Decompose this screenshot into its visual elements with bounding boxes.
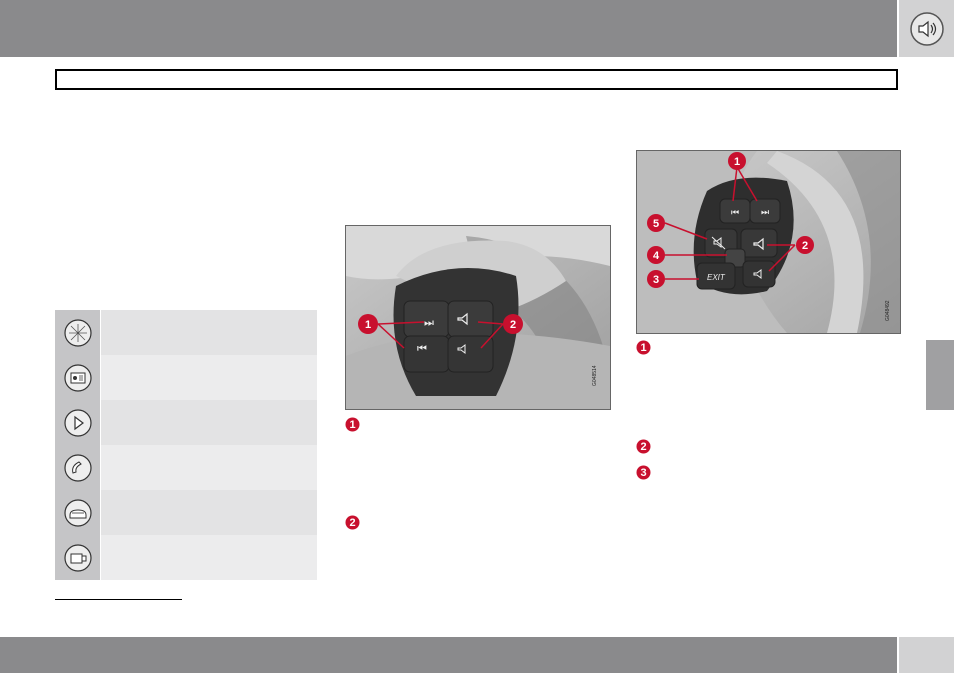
source-icon-table xyxy=(55,310,317,580)
callout-4: 4 xyxy=(652,250,660,262)
marker-2 xyxy=(345,515,360,530)
table-row xyxy=(55,535,317,580)
next-track-button: ⏭ xyxy=(424,316,434,329)
car-navigation-icon xyxy=(63,498,93,528)
footnote-rule xyxy=(55,599,182,600)
callout-3: 3 xyxy=(652,274,660,286)
callout-5: 5 xyxy=(652,218,660,230)
photo-code: G048514 xyxy=(592,365,598,386)
chapter-tab xyxy=(926,340,954,410)
speaker-sound-icon xyxy=(910,12,944,46)
radio-tuner-icon xyxy=(63,363,93,393)
steering-wheel-keypad-photo-right xyxy=(636,150,901,334)
svg-text:1: 1 xyxy=(640,342,647,354)
table-row xyxy=(55,400,317,445)
svg-text:2: 2 xyxy=(349,517,356,529)
photo-code: G048492 xyxy=(885,300,891,321)
svg-text:3: 3 xyxy=(640,467,647,479)
exit-button-label: EXIT xyxy=(707,273,725,282)
play-icon xyxy=(63,408,93,438)
marker-2 xyxy=(636,439,651,454)
table-row xyxy=(55,355,317,400)
table-row xyxy=(55,310,317,355)
phone-icon xyxy=(63,453,93,483)
marker-1 xyxy=(636,340,651,355)
callout-1: 1 xyxy=(364,319,372,331)
callout-1: 1 xyxy=(733,156,741,168)
steering-wheel-keypad-photo-left xyxy=(345,225,611,410)
marker-3 xyxy=(636,465,651,480)
table-row xyxy=(55,445,317,490)
footer-bar xyxy=(0,637,897,673)
next-track-button: ⏭ xyxy=(760,208,770,218)
table-row xyxy=(55,490,317,535)
svg-text:2: 2 xyxy=(640,441,647,453)
svg-text:1: 1 xyxy=(349,419,356,431)
previous-track-button: ⏮ xyxy=(730,208,740,218)
media-device-icon xyxy=(63,543,93,573)
previous-track-button: ⏮ xyxy=(417,342,427,355)
section-title-box xyxy=(55,69,898,90)
page-number-area xyxy=(899,637,954,673)
radio-disc-icon xyxy=(63,318,93,348)
header-bar xyxy=(0,0,897,57)
marker-1 xyxy=(345,417,360,432)
callout-2: 2 xyxy=(509,319,517,331)
callout-2: 2 xyxy=(801,240,809,252)
